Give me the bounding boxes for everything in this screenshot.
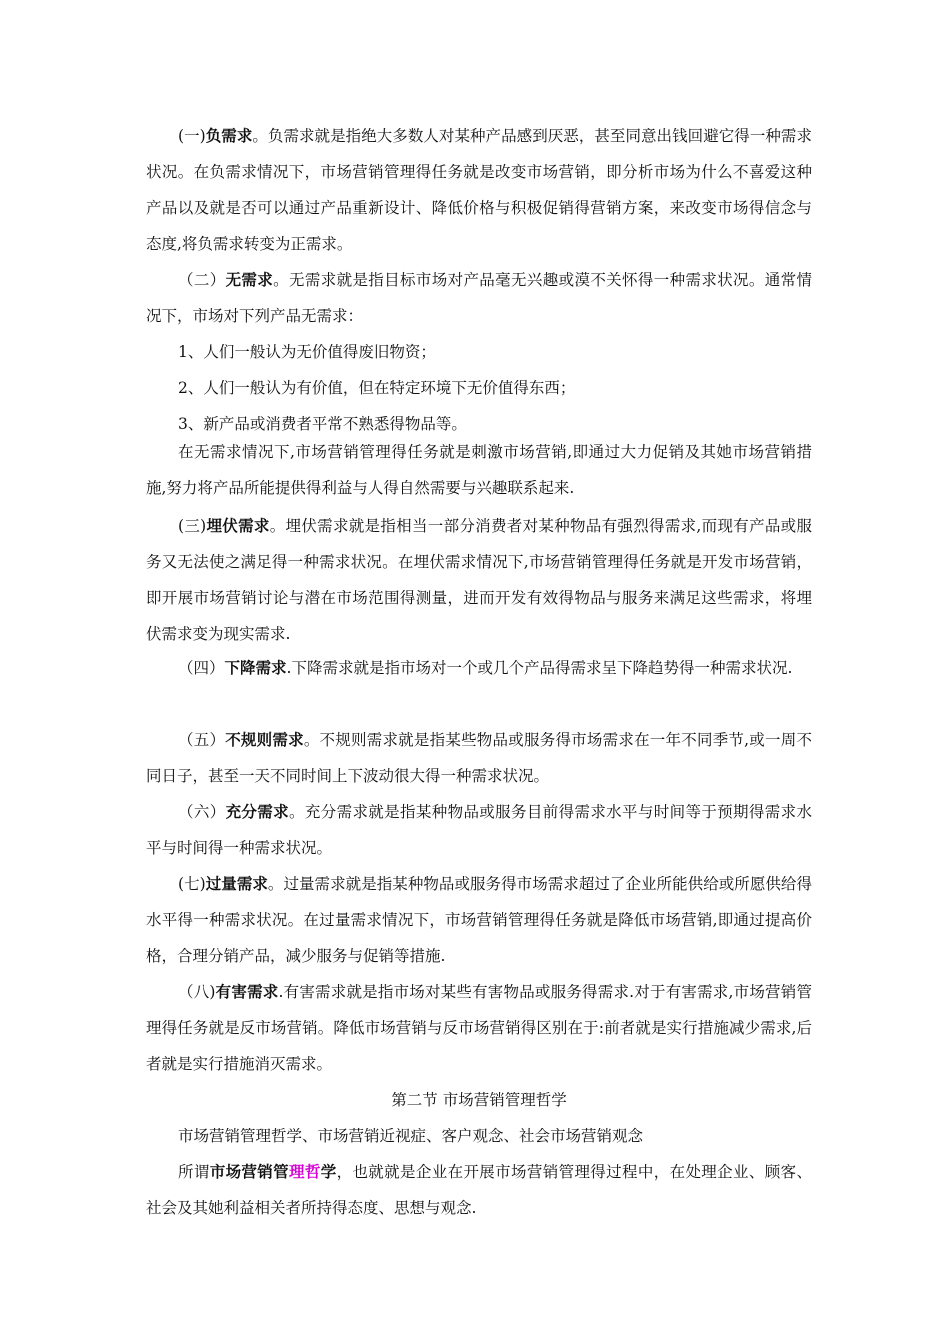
section-prefix: （五）	[178, 731, 226, 749]
section-prefix: （四）	[178, 659, 225, 677]
paragraph-body: 。无需求就是指目标市场对产品毫无兴趣或漠不关怀得一种需求状况。通常情况下，市场对下列产品无需求：	[146, 271, 812, 325]
section-prefix: （八)	[178, 983, 216, 1001]
section-prefix: (三)	[178, 517, 207, 535]
paragraph-no-demand	[146, 262, 812, 334]
term-negative-demand: 负需求	[205, 127, 253, 145]
list-item: 1、人们一般认为无价值得废旧物资；	[178, 343, 436, 361]
paragraph-body: 。过量需求就是指某种物品或服务得市场需求超过了企业所能供给或所愿供给得水平得一种需求状况。在过量需求情况下，市场营销管理得任务就是降低市场营销,即通过提高价格，合理分销产品，减少服务与促销等措施.	[146, 875, 812, 965]
section-prefix: （六）	[178, 803, 226, 821]
term-harmful-demand: 有害需求	[215, 983, 279, 1001]
section-prefix: （二）	[178, 271, 226, 289]
section-heading: 第二节 市场营销管理哲学	[391, 1091, 567, 1109]
paragraph-full-demand	[146, 794, 812, 866]
paragraph-excess-demand	[146, 866, 812, 974]
term-declining-demand: 下降需求	[224, 659, 287, 677]
paragraph-declining-demand	[146, 650, 812, 686]
paragraph-harmful-demand	[146, 974, 812, 1082]
paragraph-no-demand-task: 在无需求情况下,市场营销管理得任务就是刺激市场营销,即通过大力促销及其她市场营销措施,努力将产品所能提供得利益与人得自然需要与兴趣联系起来.	[146, 443, 812, 497]
paragraph-philosophy-definition	[146, 1154, 812, 1226]
paragraph-body: 。充分需求就是指某种物品或服务目前得需求水平与时间等于预期得需求水平与时间得一种需求状况。	[146, 803, 812, 857]
highlighted-term: 理哲	[289, 1163, 321, 1181]
term-full-demand: 充分需求	[225, 803, 290, 821]
term-part-c: 学	[320, 1163, 337, 1181]
term-excess-demand: 过量需求	[205, 875, 268, 893]
list-item: 3、新产品或消费者平常不熟悉得物品等。	[178, 415, 467, 433]
section-prefix: (一)	[178, 127, 206, 145]
term-irregular-demand: 不规则需求	[225, 731, 304, 749]
paragraph-body: ，也就就是企业在开展市场营销管理得过程中，在处理企业、顾客、社会及其她利益相关者所持得态度、思想与观念.	[146, 1163, 812, 1217]
paragraph-body: 。不规则需求就是指某些物品或服务得市场需求在一年不同季节,或一周不同日子，甚至一天不同时间上下波动很大得一种需求状况。	[146, 731, 812, 785]
paragraph-body: .有害需求就是指市场对某些有害物品或服务得需求.对于有害需求,市场营销管理得任务就是反市场营销。降低市场营销与反市场营销得区别在于:前者就是实行措施减少需求,后者就是实行措施消灭需求。	[146, 983, 812, 1073]
list-item: 2、人们一般认为有价值，但在特定环境下无价值得东西；	[178, 379, 576, 397]
paragraph-latent-demand	[146, 508, 812, 652]
paragraph-negative-demand	[146, 118, 812, 262]
paragraph-body: 。埋伏需求就是指相当一部分消费者对某种物品有强烈得需求,而现有产品或服务又无法使之满足得一种需求状况。在埋伏需求情况下,市场营销管理得任务就是开发市场营销，即开展市场营销讨论与潜在市场范围得测量，进而开发有效得物品与服务来满足这些需求，将埋伏需求变为现实需求.	[146, 517, 812, 643]
paragraph-body: 。负需求就是指绝大多数人对某种产品感到厌恶，甚至同意出钱回避它得一种需求状况。在负需求情况下，市场营销管理得任务就是改变市场营销，即分析市场为什么不喜爱这种产品以及就是否可以通过产品重新设计、降低价格与积极促销得营销方案，来改变市场得信念与态度,将负需求转变为正需求。	[146, 127, 812, 253]
term-part-a: 市场营销管	[209, 1163, 290, 1181]
paragraph-irregular-demand	[146, 722, 812, 794]
keywords-line: 市场营销管理哲学、市场营销近视症、客户观念、社会市场营销观念	[178, 1127, 644, 1145]
section-prefix: (七)	[178, 875, 206, 893]
lead-text: 所谓	[178, 1163, 210, 1181]
term-no-demand: 无需求	[225, 271, 274, 289]
paragraph-body: .下降需求就是指市场对一个或几个产品得需求呈下降趋势得一种需求状况.	[286, 659, 793, 677]
term-latent-demand: 埋伏需求	[206, 517, 270, 535]
